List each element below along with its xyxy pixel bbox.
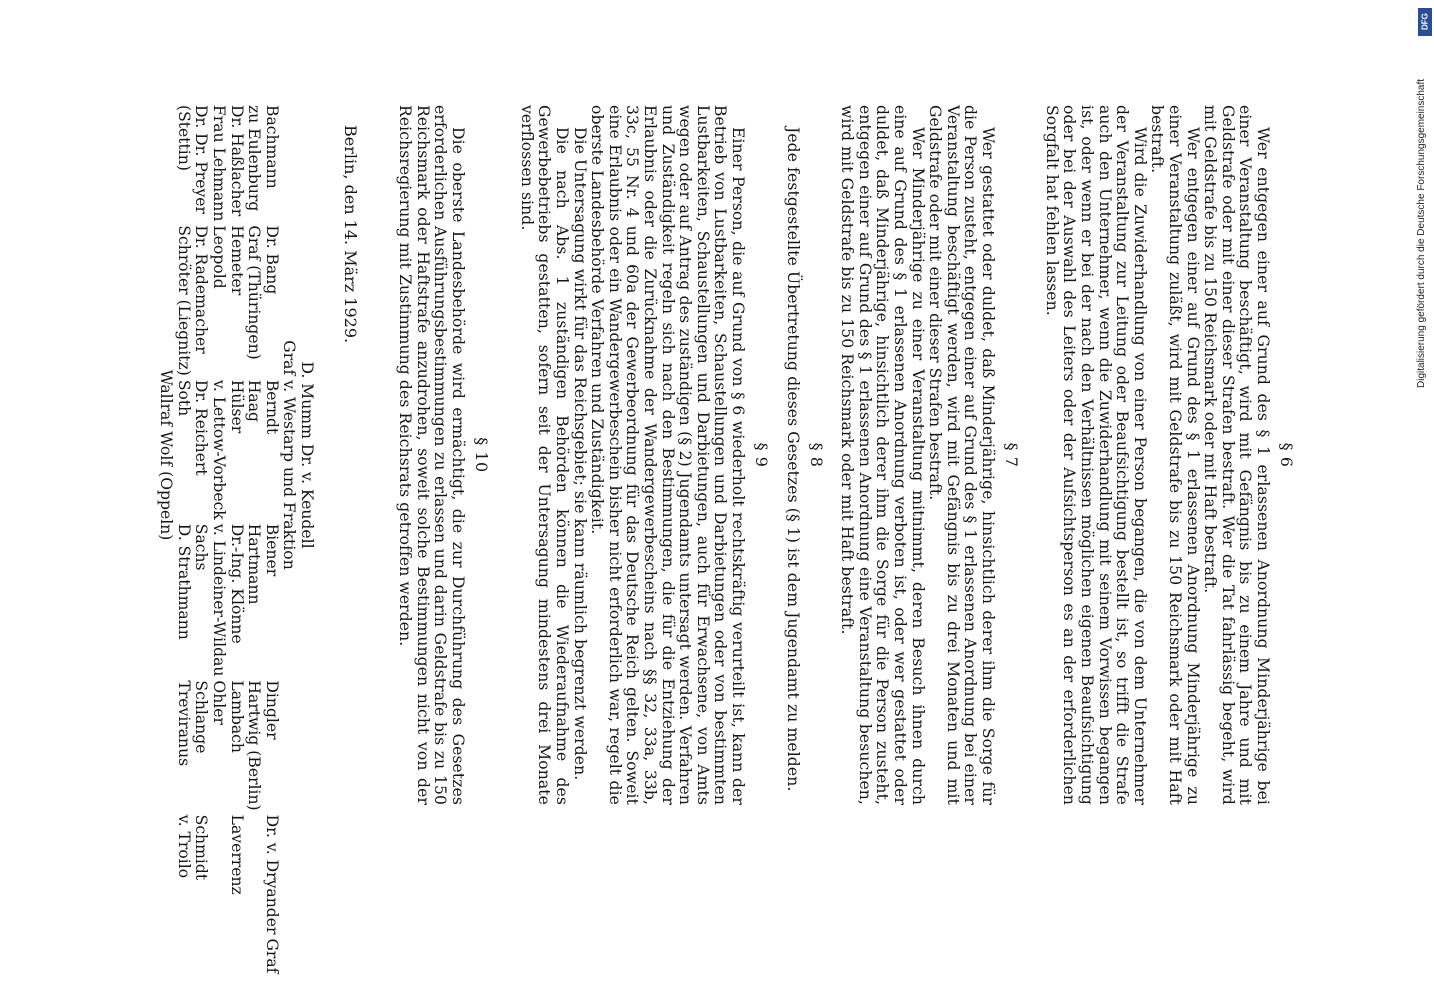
signature-name: Graf xyxy=(262,938,281,974)
signature-name: Ohler xyxy=(210,680,229,725)
date-line-block xyxy=(341,105,360,805)
signature-name: Graf (Thüringen) xyxy=(245,225,264,360)
signature-name: Lambach xyxy=(227,680,246,753)
paragraph: Wird die Zuwiderhandlung von einer Person begangen, die von dem Unternehmer der Veranstaltung zur Leitung oder Beaufsichtigung bestellt ist, so trifft die Strafe auch den Unternehmer, wenn die Zuwiderhandlung mit seinem Vorwissen begangen ist, oder wenn er bei der nach den Verhältnissen möglichen eigenen Beaufsichtigung oder bei der Auswahl des Leiters oder der Aufsichtsperson es an der erforderlichen Sorgfalt hat fehlen lassen. xyxy=(1042,105,1149,805)
signature-name xyxy=(209,938,227,973)
signature-name xyxy=(209,815,227,935)
rotated-document xyxy=(130,105,1300,974)
signature-name: Dr. Dr. Preyer xyxy=(192,105,211,214)
signature-name: v. Lindeiner-Wildau xyxy=(210,523,229,677)
signature-name xyxy=(245,815,263,935)
paragraph: Die oberste Landesbehörde wird ermächtigt, die zur Durchführung des Gesetzes erforderlichen Ausführungsbestimmungen zu erlassen und darin Geldstrafe bis zu 150 Reichsmark oder Haftstrafe anzudrohen, soweit solche Bestimmungen nicht von der Reichsregierung mit Zustimmung des Reichsrats getroffen werden. xyxy=(396,105,467,805)
signature-name: Bachmann xyxy=(262,105,281,189)
paragraph: Wer gestattet oder duldet, daß Minderjährige, hinsichtlich derer ihm die Sorge für die Person zusteht, entgegen einer auf Grund des § 1 erlassenen Anordnung bei einer Veranstaltung beschäftigt werden, wird mit Gefängnis bis zu drei Monaten und mit Geldstrafe oder mit einer dieser Strafen bestraft. xyxy=(926,105,997,805)
signature-name: Schmidt xyxy=(192,814,211,881)
section-8 xyxy=(783,105,830,805)
signature-name: v. Lettow-Vorbeck xyxy=(210,379,229,520)
signature-name: Schlange xyxy=(192,680,211,754)
paragraph: Wer entgegen einer auf Grund des § 1 erlassenen Anordnung Minderjährige zu einer Veranstaltung zuläßt, wird mit Geldstrafe bis zu 150 Reichsmark oder mit Haft bestraft. xyxy=(1148,105,1202,805)
section-9 xyxy=(517,105,775,805)
signature-name: Laverrenz xyxy=(227,814,246,895)
signature-name: Soth xyxy=(174,379,193,417)
signature-name: zu Eulenburg xyxy=(245,105,264,212)
section-heading: § 9 xyxy=(752,442,771,468)
section-6 xyxy=(1042,105,1300,805)
signature-name xyxy=(174,938,192,973)
signature-name: Sachs xyxy=(192,523,211,571)
section-heading: § 10 xyxy=(472,437,491,473)
paragraph: Die Untersagung wirkt für das Reichsgebiet; sie kann räumlich begrenzt werden. xyxy=(570,127,589,781)
signature-lead: Graf v. Westarp und Fraktion xyxy=(280,340,299,570)
signature-name: (Stettin) xyxy=(174,105,193,171)
signature-name: Hemeter xyxy=(227,225,246,296)
paragraph: Wer Minderjährige zu einer Veranstaltung mitnimmt, deren Besuch ihnen durch eine auf Grund des § 1 erlassenen Anordnung verboten ist, oder wer gestattet oder duldet, daß Minderjährige, hinsichtlich derer ihm die Sorge für die Person zusteht, entgegen einer auf Grund des § 1 erlassenen Anordnung eine Veranstaltung besuchen, wird mit Geldstrafe bis zu 150 Reichsmark oder mit Haft bestraft. xyxy=(838,105,927,805)
signature-name: Biener xyxy=(262,523,281,577)
signature-name: Dr. v. Dryander xyxy=(262,814,281,935)
signature-name: Leopold xyxy=(210,225,229,289)
signature-grid xyxy=(174,105,281,974)
signature-name xyxy=(227,938,245,973)
signature-name: Schröter (Liegnitz) xyxy=(174,225,193,376)
signature-name: Dr. Reichert xyxy=(192,379,211,476)
signature-lead: D. Mumm Dr. v. Keudell xyxy=(298,361,316,549)
sponsor-label: Digitalisierung gefördert durch die Deutsche Forschungsgemeinschaft xyxy=(1416,78,1427,388)
section-10 xyxy=(396,105,495,805)
section-heading: § 8 xyxy=(807,442,826,468)
signature-name: D. Strathmann xyxy=(174,523,193,640)
signature-name: Dr. Haßlacher xyxy=(227,105,246,217)
paragraph: Die nach Abs. 1 zuständigen Behörden können die Wiederaufnahme des Gewerbebetriebs gestatten, sofern seit der Untersagung mindestens drei Monate verflossen sind. xyxy=(517,105,572,805)
signature-name: Treviranus xyxy=(174,680,193,767)
signature-name: Dr. Rademacher xyxy=(192,225,211,354)
signature-name xyxy=(245,938,263,973)
signature-name: Frau Lehmann xyxy=(210,105,229,222)
section-heading: § 7 xyxy=(1002,442,1021,468)
dfg-logo: DFG xyxy=(1418,8,1432,36)
signature-name: Hülser xyxy=(227,379,246,434)
signature-name: Hartwig (Berlin) xyxy=(245,680,264,811)
signature-name: Dr.-Ing. Klönne xyxy=(227,523,246,644)
paragraph: Wer entgegen einer auf Grund des § 1 erlassenen Anordnung Minderjährige bei einer Veranstaltung beschäftigt, wird mit Gefängnis bis zu einem Jahre und mit Geldstrafe oder mit einer dieser Strafen bestraft. Wer die Tat fahrlässig begeht, wird mit Geldstrafe bis zu 150 Reichsmark oder mit Haft bestraft. xyxy=(1201,105,1272,805)
date-line: Berlin, den 14. März 1929. xyxy=(341,125,360,344)
paragraph: Jede festgestellte Übertretung dieses Gesetzes (§ 1) ist dem Jugendamt zu melden. xyxy=(784,127,802,792)
signature-name: Dr. Bang xyxy=(262,225,281,295)
signature-last: Wallraf Wolf (Oppeln) xyxy=(157,369,176,541)
signature-name: v. Troilo xyxy=(174,814,193,879)
signature-name: Dingler xyxy=(262,680,281,740)
signature-name: Berndt xyxy=(262,379,281,435)
paragraph: Einer Person, die auf Grund von § 6 wiederholt rechtskräftig verurteilt ist, kann der Betrieb von Lustbarkeiten, Schaustellungen und Darbietungen oder von bestimmten Lustbarkeiten, Schaustellungen und Darbietungen, auch für Erwachsene, von Amts wegen oder auf Antrag des zuständigen (§ 2) Jugendamts untersagt werden. Verfahren und Zuständigkeit regeln sich nach den Bestimmungen, die für die Entziehung der Erlaubnis oder die Zurücknahme der Wandergewerbescheins nach §§ 32, 33a, 33b, 33c, 55 Nr. 4 und 60a der Gewerbeordnung für das Deutsche Reich gelten. Soweit eine Erlaubnis oder ein Wandergewerbeschein bisher nicht erforderlich war, regelt die oberste Landesbehörde Verfahren und Zuständigkeit. xyxy=(588,105,747,805)
signature-name: Hartmann xyxy=(245,523,264,605)
section-7 xyxy=(838,105,1025,805)
signature-name xyxy=(192,938,210,973)
signature-block xyxy=(157,105,316,974)
signature-name: Haag xyxy=(245,379,264,423)
section-heading: § 6 xyxy=(1277,442,1296,468)
